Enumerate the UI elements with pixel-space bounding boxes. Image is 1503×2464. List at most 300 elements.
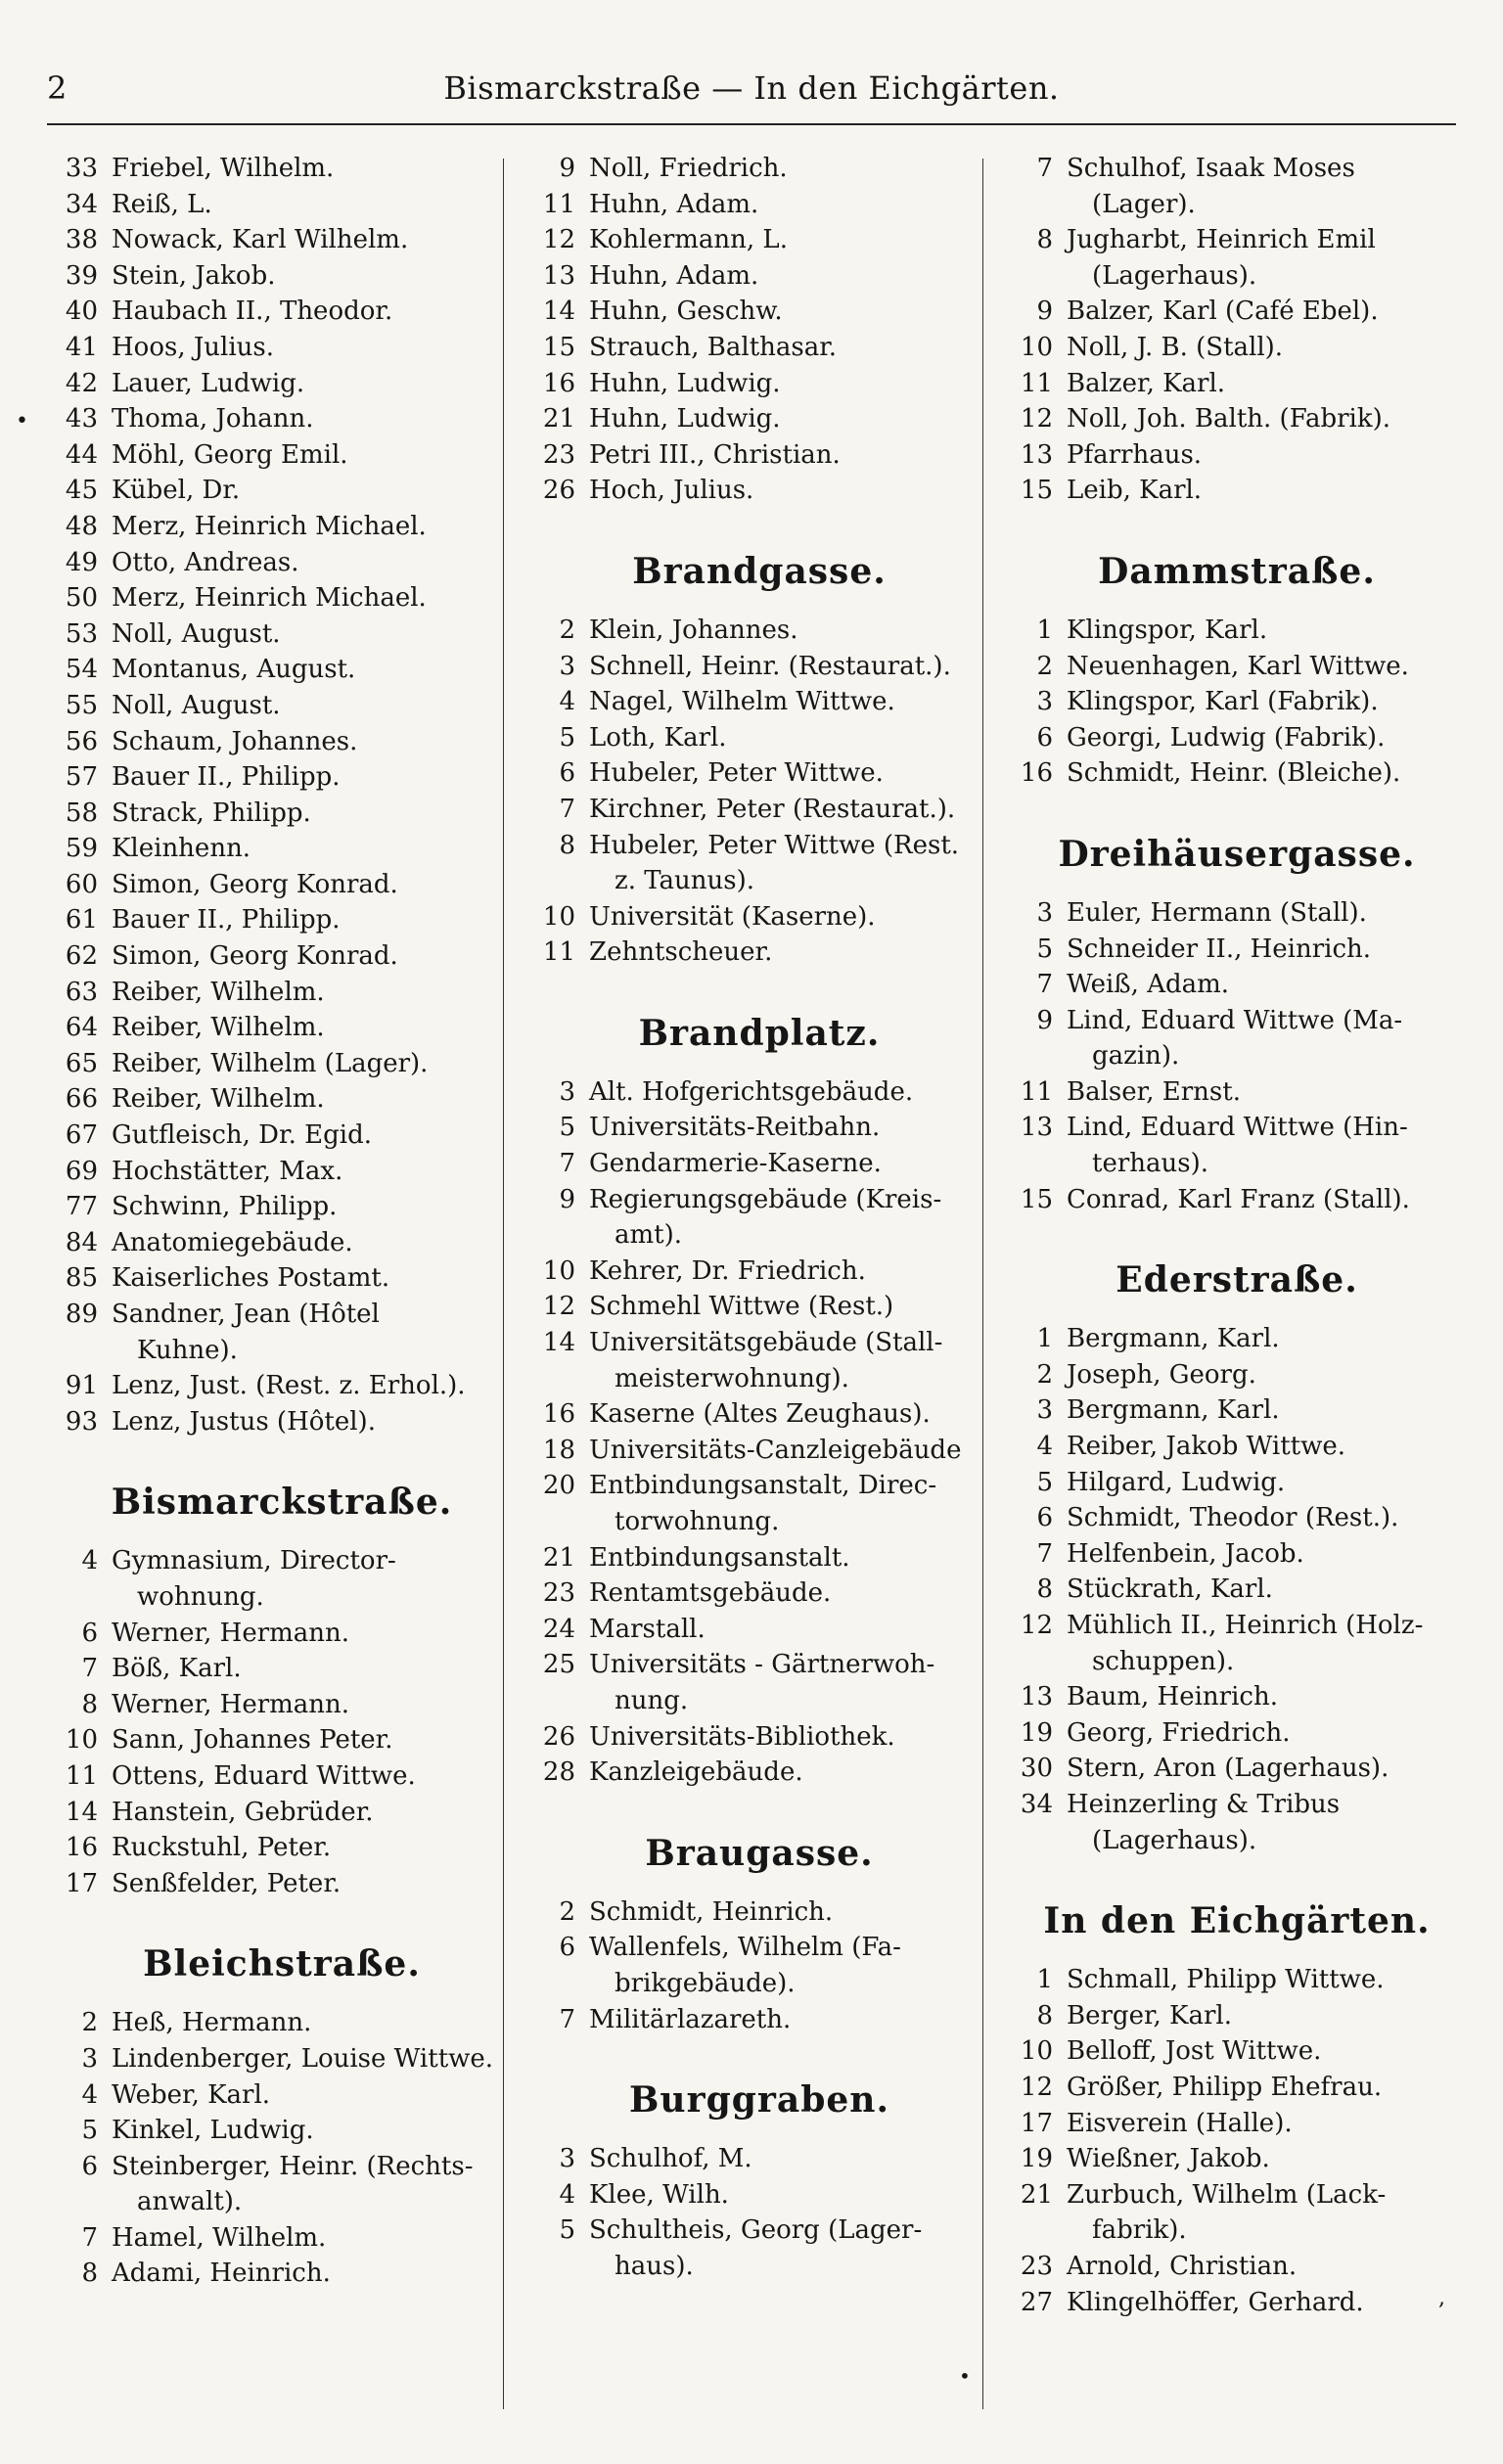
list-item: [528, 437, 990, 474]
resident-entry: [112, 1225, 513, 1261]
house-number: 7: [81, 1654, 98, 1684]
house-number: 13: [1020, 1113, 1053, 1143]
list-item: [51, 294, 513, 330]
house-number: 28: [542, 1757, 575, 1788]
resident-entry: [112, 1260, 513, 1297]
resident-name: Schaum, Johannes.: [112, 726, 358, 756]
house-number: 49: [65, 547, 98, 577]
resident-name: Loth, Karl.: [589, 722, 727, 753]
resident-entry: [112, 1616, 513, 1652]
resident-name: Kaserne (Altes Zeughaus).: [589, 1399, 931, 1430]
resident-name: Reiber, Wilhelm.: [112, 1013, 325, 1043]
street-heading: Braugasse.: [645, 1832, 874, 1874]
house-number: 16: [542, 1399, 575, 1430]
list-item: [1006, 2141, 1468, 2177]
resident-entry: [1067, 2249, 1468, 2285]
resident-entry: [589, 473, 990, 509]
resident-entry: [589, 1468, 990, 1539]
resident-entry: [112, 1687, 513, 1723]
resident-name-continued: z. Taunus).: [615, 866, 755, 896]
list-item: [528, 649, 990, 685]
resident-entry: [112, 2005, 513, 2041]
house-number: 17: [1020, 2108, 1053, 2138]
resident-name: Noll, Friedrich.: [589, 154, 788, 183]
house-number: 58: [65, 798, 98, 828]
house-number: 12: [1020, 2072, 1053, 2102]
list-item: [528, 1894, 990, 1931]
list-item: [51, 1260, 513, 1297]
list-item: [528, 1540, 990, 1576]
resident-entry: [1067, 755, 1468, 792]
resident-name-continued: anwalt).: [137, 2187, 243, 2217]
resident-entry: [589, 613, 990, 649]
resident-name: Klingspor, Karl (Fabrik).: [1067, 687, 1379, 717]
list-item: [51, 1189, 513, 1225]
resident-entry: [589, 401, 990, 437]
resident-entry: [112, 1722, 513, 1758]
resident-name: Steinberger, Heinr. (Rechts-: [112, 2151, 474, 2181]
house-number: 3: [1036, 897, 1053, 928]
list-item: [51, 366, 513, 402]
list-item: [528, 755, 990, 792]
house-number: 44: [65, 439, 98, 470]
resident-name: Entbindungsanstalt, Direc-: [589, 1471, 937, 1501]
house-number: 53: [65, 618, 98, 649]
resident-name: Huhn, Adam.: [589, 189, 759, 219]
list-item: [1006, 1074, 1468, 1111]
house-number: 61: [65, 905, 98, 935]
list-item: [1006, 1962, 1468, 1998]
house-number: 42: [65, 368, 98, 398]
resident-entry: [589, 755, 990, 792]
resident-entry: [589, 1612, 990, 1648]
house-number: 26: [542, 1721, 575, 1752]
house-number: 38: [65, 225, 98, 255]
list-item: [1006, 2285, 1468, 2321]
resident-name: Schmehl Wittwe (Rest.): [589, 1292, 894, 1322]
resident-name: Schulhof, M.: [589, 2144, 752, 2174]
resident-name: Hochstätter, Max.: [112, 1156, 343, 1186]
resident-name: Entbindungsanstalt.: [589, 1542, 850, 1573]
resident-name: Stern, Aron (Lagerhaus).: [1067, 1754, 1389, 1784]
resident-name: Größer, Philipp Ehefrau.: [1067, 2072, 1383, 2102]
list-item: [51, 616, 513, 653]
house-number: 8: [81, 2259, 98, 2289]
resident-entry: [1067, 1536, 1468, 1573]
house-number: 5: [559, 1113, 575, 1143]
list-item: [528, 1433, 990, 1469]
resident-name-continued: amt).: [615, 1220, 683, 1251]
house-number: 8: [81, 1689, 98, 1719]
resident-entry: [1067, 330, 1468, 366]
list-item: [51, 902, 513, 938]
resident-name: Schmidt, Theodor (Rest.).: [1067, 1503, 1399, 1533]
resident-entry: [1067, 437, 1468, 474]
list-item: [51, 1722, 513, 1758]
resident-entry: [1067, 1679, 1468, 1715]
list-item: [528, 366, 990, 402]
resident-name-continued: (Lagerhaus).: [1092, 260, 1257, 291]
resident-name: Huhn, Ludwig.: [589, 404, 781, 434]
resident-entry: [112, 831, 513, 867]
list-item: [51, 2256, 513, 2292]
list-item: [51, 1616, 513, 1652]
resident-entry: [1067, 222, 1468, 294]
house-number: 6: [559, 758, 575, 789]
house-number: 3: [559, 2144, 575, 2174]
house-number: 24: [542, 1614, 575, 1644]
column-divider: [503, 159, 504, 2409]
resident-name: Thoma, Johann.: [112, 404, 314, 434]
resident-name: Kübel, Dr.: [112, 476, 241, 506]
house-number: 9: [1036, 1005, 1053, 1035]
street-block: [1006, 1897, 1468, 2320]
list-item: [1006, 1357, 1468, 1393]
resident-name: Montanus, August.: [112, 655, 356, 685]
list-item: [1006, 473, 1468, 509]
list-item: [1006, 1392, 1468, 1429]
resident-name: Weiß, Adam.: [1067, 970, 1230, 1000]
resident-entry: [112, 473, 513, 509]
resident-entry: [1067, 2106, 1468, 2142]
resident-entry: [1067, 1787, 1468, 1858]
resident-name-continued: brikgebäude).: [615, 1968, 796, 1998]
column-divider: [982, 159, 983, 2409]
resident-name: Zehntscheuer.: [589, 937, 773, 968]
list-item: [51, 2113, 513, 2149]
list-item: [1006, 1679, 1468, 1715]
house-number: 67: [65, 1120, 98, 1151]
house-number: 11: [1020, 1076, 1053, 1107]
resident-entry: [589, 1647, 990, 1718]
resident-name: Universitäts-Reitbahn.: [589, 1113, 881, 1143]
house-number: 17: [65, 1868, 98, 1898]
resident-name: Schneider II., Heinrich.: [1067, 934, 1372, 964]
resident-entry: [112, 545, 513, 581]
resident-name: Merz, Heinrich Michael.: [112, 511, 427, 541]
resident-name: Hanstein, Gebrüder.: [112, 1797, 374, 1827]
resident-name: Weber, Karl.: [112, 2079, 271, 2110]
list-item: [528, 187, 990, 223]
street-block: [528, 548, 990, 971]
resident-name: Kohlermann, L.: [589, 225, 788, 255]
resident-name: Simon, Georg Konrad.: [112, 941, 398, 972]
list-item: [528, 1146, 990, 1182]
house-number: 33: [65, 154, 98, 183]
resident-name-continued: meisterwohnung).: [615, 1363, 849, 1393]
resident-entry: [589, 1719, 990, 1756]
list-item: [51, 330, 513, 366]
list-item: [528, 2213, 990, 2284]
resident-entry: [1067, 1465, 1468, 1501]
resident-entry: [589, 828, 990, 899]
list-item: [51, 2220, 513, 2257]
resident-entry: [112, 580, 513, 616]
list-item: [51, 1404, 513, 1440]
resident-entry: [1067, 366, 1468, 402]
list-item: [1006, 1321, 1468, 1357]
resident-name: Joseph, Georg.: [1067, 1359, 1256, 1390]
list-item: [528, 792, 990, 828]
page-number: 2: [47, 69, 68, 107]
resident-entry: [112, 509, 513, 545]
resident-entry: [589, 1894, 990, 1931]
list-item: [1006, 366, 1468, 402]
house-number: 10: [1020, 332, 1053, 362]
resident-entry: [112, 187, 513, 223]
street-heading: Bismarckstraße.: [111, 1482, 453, 1524]
resident-name: Werner, Hermann.: [112, 1689, 350, 1719]
resident-name: Böß, Karl.: [112, 1654, 242, 1684]
street-heading: Dammstraße.: [1098, 550, 1376, 592]
list-item: [51, 1010, 513, 1046]
resident-name: Schmall, Philipp Wittwe.: [1067, 1965, 1385, 1995]
resident-name: Gutfleisch, Dr. Egid.: [112, 1120, 372, 1151]
resident-entry: [1067, 1321, 1468, 1357]
house-number: 3: [559, 651, 575, 681]
resident-entry: [1067, 1182, 1468, 1218]
resident-entry: [112, 724, 513, 760]
house-number: 10: [542, 1255, 575, 1286]
resident-name: Anatomiegebäude.: [112, 1227, 353, 1257]
resident-entry: [112, 437, 513, 474]
resident-name: Neuenhagen, Karl Wittwe.: [1067, 651, 1409, 681]
resident-name-continued: haus).: [615, 2251, 694, 2281]
house-number: 11: [1020, 368, 1053, 398]
house-number: 7: [81, 2222, 98, 2253]
resident-name: Schulhof, Isaak Moses: [1067, 154, 1355, 183]
list-item: [51, 1081, 513, 1118]
house-number: 23: [542, 439, 575, 470]
resident-entry: [1067, 1003, 1468, 1074]
house-number: 18: [542, 1435, 575, 1465]
resident-name: Stein, Jakob.: [112, 260, 276, 291]
house-number: 7: [1036, 1538, 1053, 1569]
resident-entry: [1067, 1429, 1468, 1465]
list-item: [528, 1254, 990, 1290]
list-item: [1006, 895, 1468, 932]
list-item: [1006, 1536, 1468, 1573]
house-number: 14: [65, 1797, 98, 1827]
resident-entry: [589, 1930, 990, 2001]
house-number: 6: [1036, 722, 1053, 753]
resident-entry: [1067, 1962, 1468, 1998]
resident-name: Lind, Eduard Wittwe (Ma-: [1067, 1005, 1403, 1035]
list-item: [1006, 330, 1468, 366]
house-number: 7: [559, 2004, 575, 2034]
list-item: [51, 975, 513, 1011]
list-item: [51, 759, 513, 796]
resident-entry: [1067, 1110, 1468, 1181]
resident-name: Eisverein (Halle).: [1067, 2108, 1293, 2138]
resident-name: Regierungsgebäude (Kreis-: [589, 1184, 942, 1214]
list-item: [51, 1830, 513, 1866]
house-number: 15: [1020, 476, 1053, 506]
street-heading: Brandgasse.: [632, 550, 887, 592]
resident-entry: [589, 2002, 990, 2038]
resident-name: Klein, Johannes.: [589, 615, 798, 645]
resident-entry: [112, 616, 513, 653]
resident-entry: [1067, 2033, 1468, 2070]
resident-entry: [589, 1254, 990, 1290]
resident-name: Senßfelder, Peter.: [112, 1868, 342, 1898]
resident-name: Klingelhöffer, Gerhard.: [1067, 2287, 1364, 2317]
resident-name: Hoch, Julius.: [589, 476, 754, 506]
list-item: [1006, 294, 1468, 330]
house-number: 5: [81, 2116, 98, 2146]
resident-entry: [1067, 473, 1468, 509]
resident-name-continued: wohnung.: [137, 1581, 264, 1612]
resident-name: Universitäts-Bibliothek.: [589, 1721, 895, 1752]
house-number: 66: [65, 1084, 98, 1115]
list-item: [1006, 401, 1468, 437]
resident-entry: [1067, 151, 1468, 222]
house-number: 5: [1036, 934, 1053, 964]
resident-entry: [112, 2149, 513, 2220]
resident-entry: [589, 684, 990, 720]
resident-entry: [1067, 895, 1468, 932]
resident-entry: [589, 2213, 990, 2284]
list-item: [528, 2177, 990, 2213]
resident-entry: [589, 935, 990, 971]
resident-name: Schmidt, Heinr. (Bleiche).: [1067, 758, 1401, 789]
resident-name: Bergmann, Karl.: [1067, 1324, 1280, 1354]
resident-entry: [589, 258, 990, 295]
resident-entry: [1067, 1751, 1468, 1787]
list-item: [51, 724, 513, 760]
resident-entry: [1067, 1357, 1468, 1393]
house-number: 56: [65, 726, 98, 756]
resident-name: Kleinhenn.: [112, 834, 251, 864]
house-number: 2: [1036, 651, 1053, 681]
resident-name: Schmidt, Heinrich.: [589, 1896, 834, 1927]
resident-entry: [112, 688, 513, 724]
list-item: [1006, 151, 1468, 222]
house-number: 5: [559, 722, 575, 753]
resident-name: Klingspor, Karl.: [1067, 615, 1268, 645]
resident-name: Friebel, Wilhelm.: [112, 154, 335, 183]
list-item: [528, 828, 990, 899]
street-heading: Burggraben.: [629, 2079, 889, 2122]
resident-name: Werner, Hermann.: [112, 1618, 350, 1648]
resident-entry: [589, 792, 990, 828]
resident-name: Rentamtsgebäude.: [589, 1578, 832, 1609]
resident-name: Schultheis, Georg (Lager-: [589, 2215, 923, 2246]
resident-name: Heß, Hermann.: [112, 2008, 312, 2038]
resident-entry: [112, 1297, 513, 1368]
house-number: 5: [559, 2215, 575, 2246]
resident-name: Georg, Friedrich.: [1067, 1717, 1291, 1748]
street-block: [51, 1479, 513, 1901]
list-item: [528, 1396, 990, 1433]
house-number: 4: [81, 1546, 98, 1576]
street-block: [528, 151, 990, 509]
resident-entry: [112, 2256, 513, 2292]
resident-name: Kehrer, Dr. Friedrich.: [589, 1255, 866, 1286]
resident-name: Adami, Heinrich.: [112, 2259, 331, 2289]
resident-entry: [112, 294, 513, 330]
resident-entry: [589, 1325, 990, 1396]
house-number: 3: [1036, 687, 1053, 717]
resident-name: Balzer, Karl.: [1067, 368, 1226, 398]
house-number: 11: [65, 1760, 98, 1791]
resident-entry: [589, 2141, 990, 2177]
house-number: 23: [1020, 2251, 1053, 2281]
list-item: [1006, 1110, 1468, 1181]
list-item: [528, 720, 990, 756]
house-number: 8: [1036, 2000, 1053, 2031]
house-number: 77: [65, 1192, 98, 1222]
street-heading: Ederstraße.: [1116, 1259, 1358, 1301]
list-item: [51, 1651, 513, 1687]
house-number: 7: [559, 794, 575, 824]
resident-name: Mühlich II., Heinrich (Holz-: [1067, 1611, 1424, 1640]
house-number: 21: [542, 1542, 575, 1573]
resident-name: Leib, Karl.: [1067, 476, 1203, 506]
house-number: 6: [559, 1933, 575, 1963]
resident-entry: [589, 330, 990, 366]
list-item: [51, 222, 513, 258]
house-number: 3: [81, 2043, 98, 2074]
resident-entry: [112, 258, 513, 295]
house-number: 48: [65, 511, 98, 541]
street-block: [51, 151, 513, 1439]
resident-entry: [112, 1651, 513, 1687]
resident-entry: [112, 151, 513, 187]
resident-name: Strack, Philipp.: [112, 798, 311, 828]
resident-name: Nagel, Wilhelm Wittwe.: [589, 687, 895, 717]
list-item: [51, 652, 513, 688]
house-number: 16: [1020, 758, 1053, 789]
running-title: Bismarckstraße — In den Eichgärten.: [443, 69, 1060, 107]
resident-name: Petri III., Christian.: [589, 439, 841, 470]
resident-entry: [1067, 2141, 1468, 2177]
resident-entry: [589, 899, 990, 935]
resident-entry: [1067, 649, 1468, 685]
house-number: 93: [65, 1406, 98, 1437]
resident-entry: [112, 867, 513, 903]
resident-entry: [112, 1046, 513, 1082]
resident-name: Reiß, L.: [112, 189, 212, 219]
house-number: 2: [559, 1896, 575, 1927]
resident-name: Kirchner, Peter (Restaurat.).: [589, 794, 956, 824]
list-item: [51, 473, 513, 509]
list-item: [51, 938, 513, 975]
list-item: [528, 1755, 990, 1791]
resident-name: Klee, Wilh.: [589, 2179, 729, 2210]
resident-name: Möhl, Georg Emil.: [112, 439, 348, 470]
list-item: [51, 1154, 513, 1190]
resident-entry: [112, 796, 513, 832]
house-number: 27: [1020, 2287, 1053, 2317]
house-number: 21: [1020, 2179, 1053, 2210]
list-item: [528, 473, 990, 509]
list-item: [1006, 1572, 1468, 1608]
resident-entry: [589, 1289, 990, 1325]
resident-name-continued: fabrik).: [1092, 2215, 1187, 2246]
resident-name: Pfarrhaus.: [1067, 439, 1203, 470]
resident-name-continued: schuppen).: [1092, 1646, 1235, 1676]
resident-name: Baum, Heinrich.: [1067, 1682, 1278, 1712]
list-item: [51, 1297, 513, 1368]
list-item: [528, 684, 990, 720]
resident-entry: [112, 759, 513, 796]
street-heading: Bleichstraße.: [143, 1943, 421, 1985]
house-number: 2: [81, 2008, 98, 2038]
column-3: [1006, 151, 1468, 2320]
resident-name: Belloff, Jost Wittwe.: [1067, 2036, 1322, 2067]
resident-name: Hamel, Wilhelm.: [112, 2222, 327, 2253]
